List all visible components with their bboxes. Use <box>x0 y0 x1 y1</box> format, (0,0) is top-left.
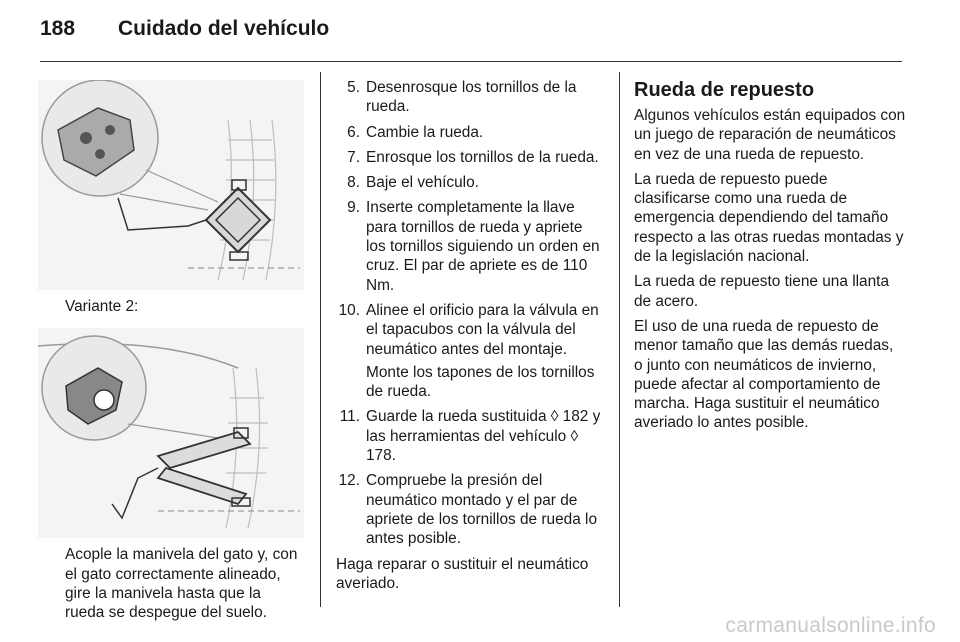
step-text: Enrosque los tornillos de la rueda. <box>366 148 599 166</box>
column-illustrations <box>38 80 304 622</box>
closing-note: Haga reparar o sustituir el neumático averiado. <box>336 555 589 592</box>
paragraph: El uso de una rueda de repuesto de menor tamaño que las demás ruedas, o junto con neumáticos de invierno, puede afectar al comportamiento de marcha. Haga sustituir el neumático averiado lo antes posible. <box>634 317 894 432</box>
column-divider-1 <box>320 72 321 607</box>
jack-illustration-variant-1 <box>38 80 304 290</box>
page-number: 188 <box>40 17 76 40</box>
paragraph: La rueda de repuesto tiene una llanta de acero. <box>634 273 889 310</box>
jack-drawing-2 <box>38 328 304 538</box>
step-text: Desenrosque los tornillos de la rueda. <box>366 79 577 116</box>
header-rule <box>40 61 902 62</box>
column-spare-wheel <box>634 78 906 439</box>
list-item <box>336 198 604 294</box>
step-text: Alinee el orificio para la válvula en el tapacubos con la válvula del neumático antes del montaje. <box>366 301 599 358</box>
step-number: 10. <box>338 301 360 319</box>
step-number: 9. <box>347 199 360 217</box>
section-heading: Rueda de repuesto <box>634 79 815 101</box>
list-item <box>336 123 604 142</box>
step-number: 8. <box>347 174 360 192</box>
paragraph: Algunos vehículos están equipados con un juego de reparación de neumáticos en vez de una rueda de repuesto. <box>634 107 906 163</box>
list-item <box>336 148 604 167</box>
list-item <box>336 471 604 548</box>
step-number: 12. <box>338 472 360 490</box>
step-number: 6. <box>347 123 360 141</box>
step-number: 5. <box>347 79 360 96</box>
step-text: Baje el vehículo. <box>366 174 479 192</box>
step-text: Cambie la rueda. <box>366 123 484 141</box>
step-text: Guarde la rueda sustituida ◊ 182 y las herramientas del vehículo ◊ 178. <box>366 408 601 465</box>
caption-instruction: Acople la manivela del gato y, con el gato correctamente alineado, gire la manivela hasta que la rueda se despegue del suelo. <box>65 546 298 622</box>
step-number: 7. <box>347 148 360 166</box>
watermark: carmanualsonline.info <box>725 614 936 637</box>
caption-variant: Variante 2: <box>65 298 139 315</box>
column-steps <box>336 78 604 593</box>
list-item <box>336 173 604 192</box>
list-item <box>336 301 604 401</box>
chapter-title: Cuidado del vehículo <box>118 17 330 40</box>
step-number: 11. <box>339 408 360 426</box>
step-text: Compruebe la presión del neumático montado y el par de apriete de los tornillos de rueda lo antes posible. <box>366 472 598 548</box>
step-text: Inserte completamente la llave para tornillos de rueda y apriete los tornillos siguiendo un orden en cruz. El par de apriete es de 110 Nm. <box>366 199 600 294</box>
paragraph: La rueda de repuesto puede clasificarse como una rueda de emergencia dependiendo del tamaño respecto a las otras ruedas montadas y de la legislación nacional. <box>634 170 904 266</box>
list-item <box>336 407 604 465</box>
jack-illustration-variant-2 <box>38 328 304 538</box>
jack-drawing-1 <box>38 80 304 290</box>
step-subtext: Monte los tapones de los tornillos de rueda. <box>366 363 595 401</box>
steps-list <box>336 78 604 549</box>
column-divider-2 <box>619 72 620 607</box>
list-item <box>336 78 604 117</box>
